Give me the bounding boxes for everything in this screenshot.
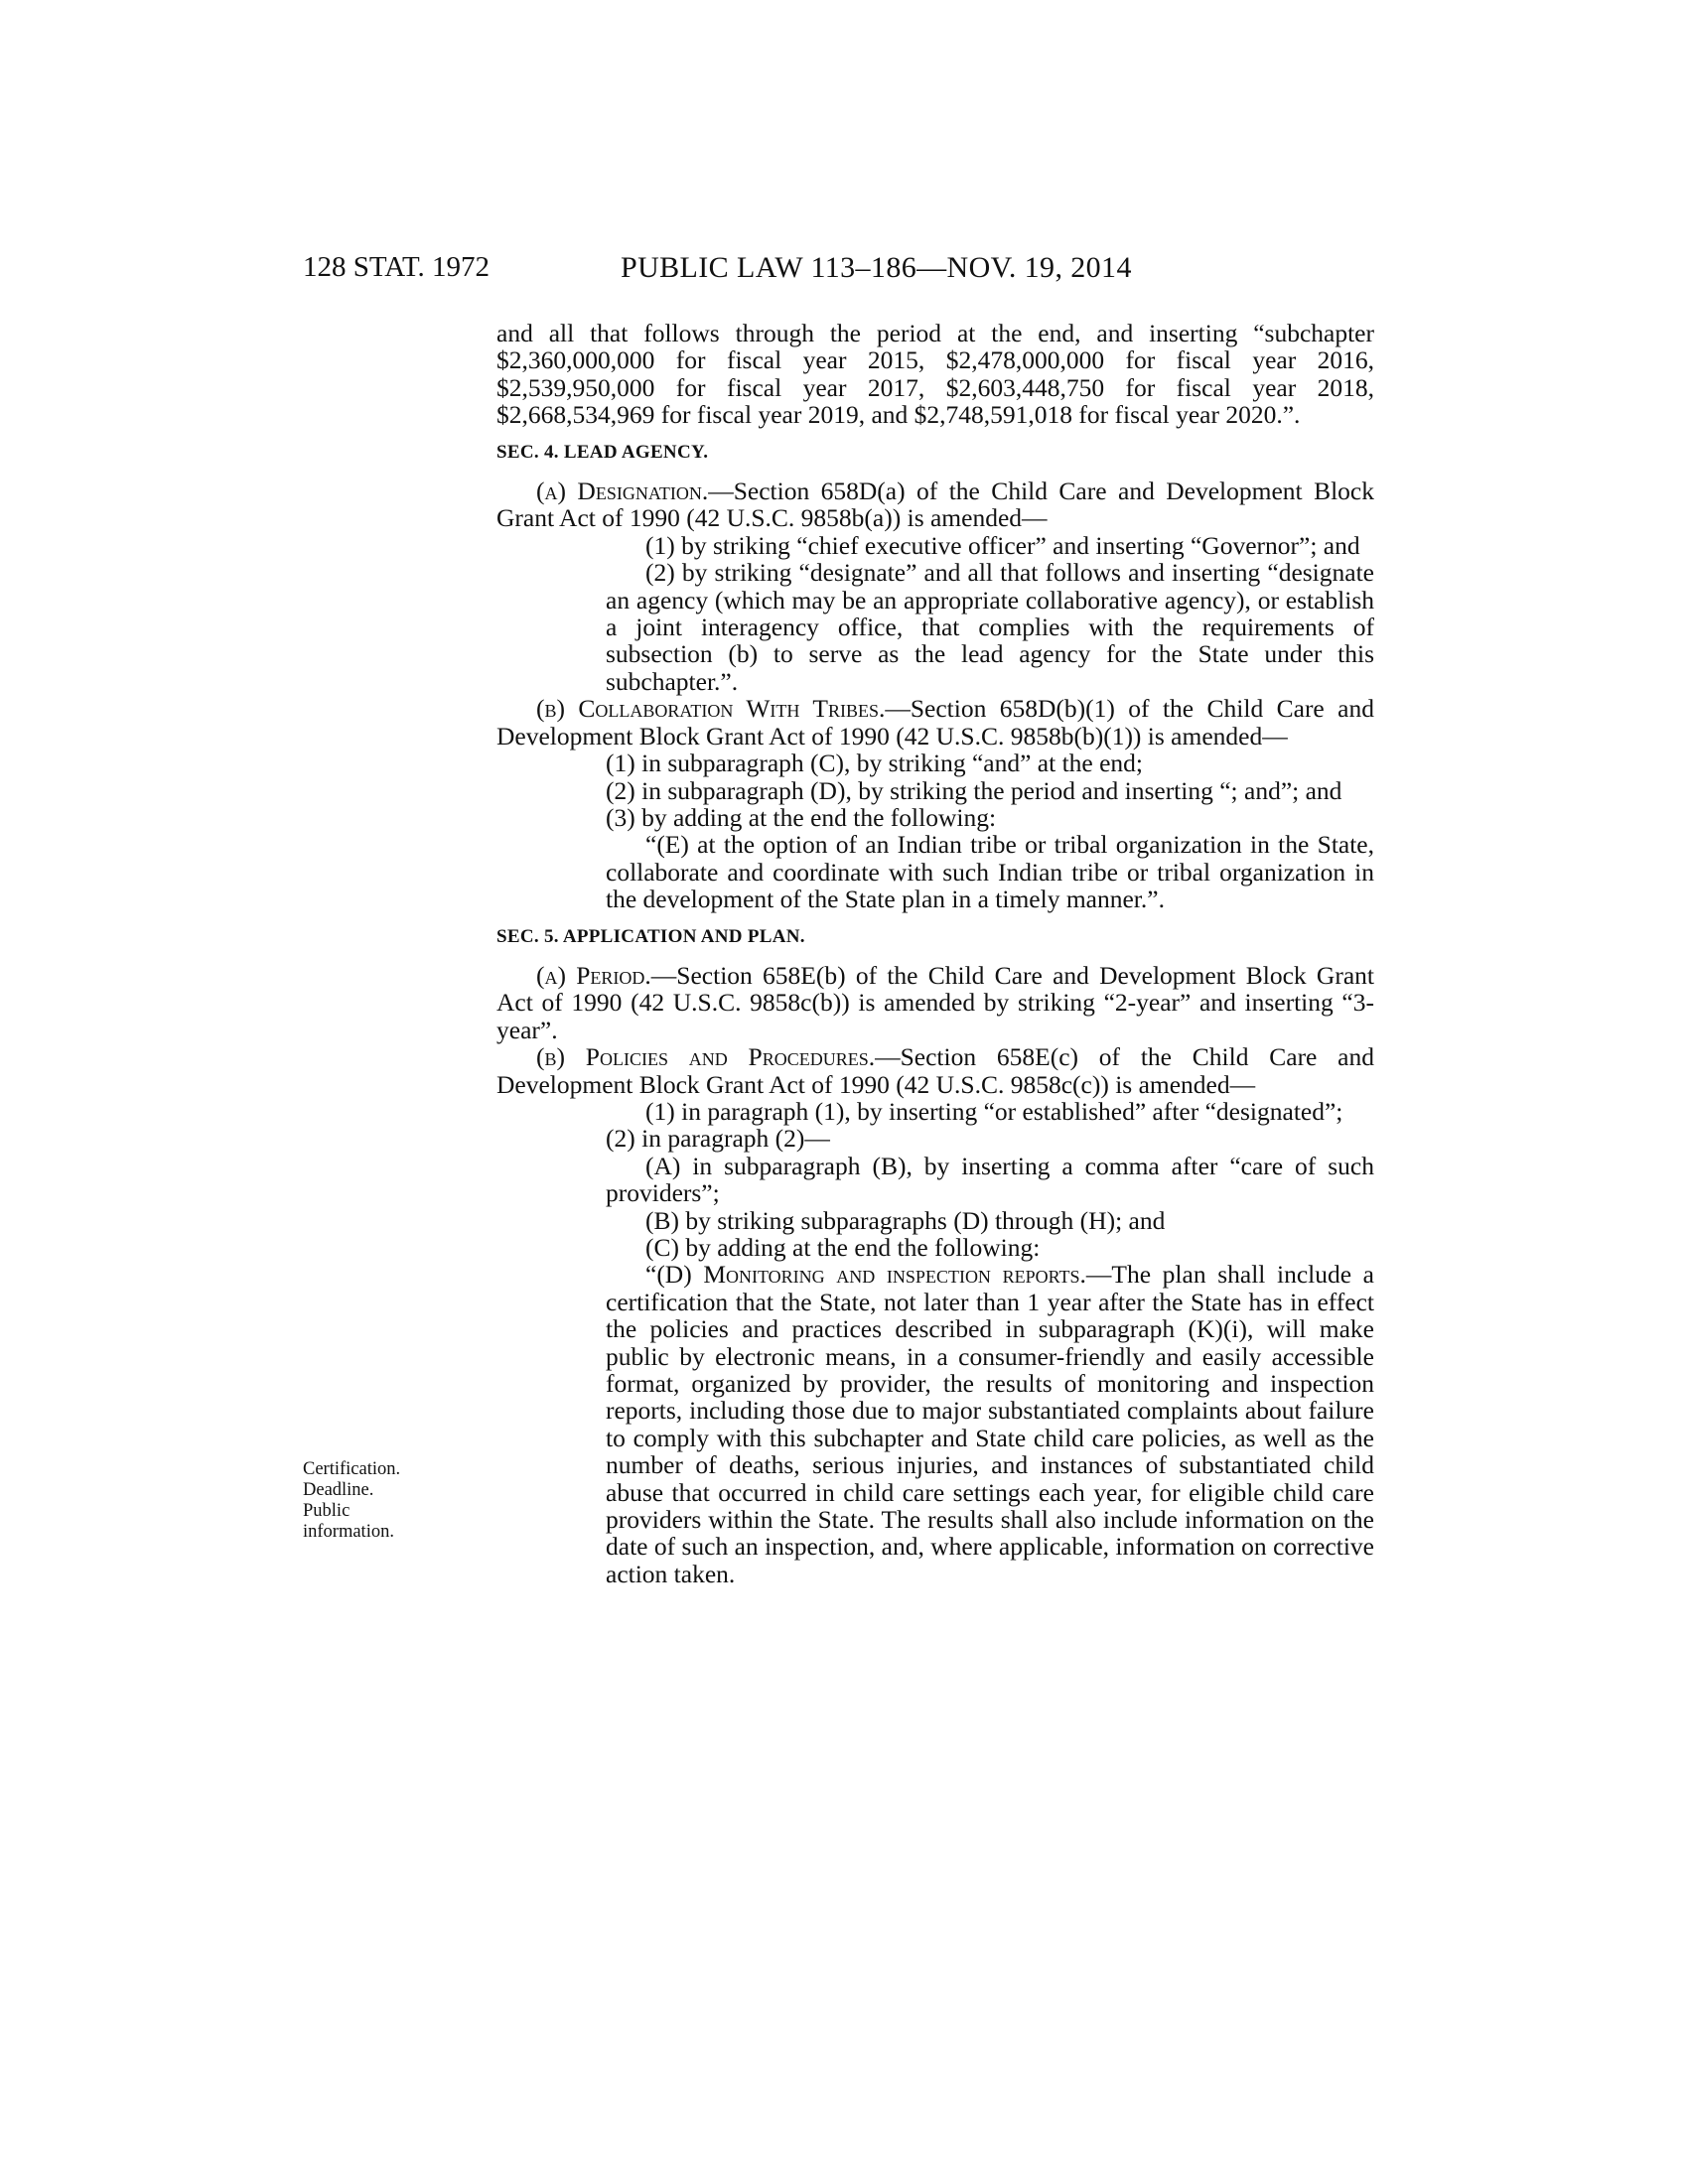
paragraph-item: (1) by striking “chief executive officer” and inserting “Governor”; and bbox=[645, 530, 1360, 560]
subsection-heading: (b) Policies and Procedures. bbox=[536, 1042, 876, 1072]
subparagraph-item: (A) in subparagraph (B), by inserting a comma after “care of such providers”; bbox=[606, 1151, 1374, 1208]
subsection-text: —Section 658E(b) of the Child Care and Development Block Grant Act of 1990 (42 U.S.C. 9858c(b)) is amended by striking “2-year” and inserting “3-year”. bbox=[496, 960, 1374, 1044]
subsection-heading: (a) Designation. bbox=[536, 477, 709, 506]
page-header bbox=[303, 251, 1375, 291]
margin-note: Public bbox=[303, 1501, 351, 1521]
subparagraph-item: (C) by adding at the end the following: bbox=[645, 1233, 1041, 1262]
subsection-paragraph bbox=[496, 1043, 1374, 1098]
public-law-title: PUBLIC LAW 113–186—NOV. 19, 2014 bbox=[621, 251, 1132, 284]
subsection-text: —Section 658D(b)(1) of the Child Care and Development Block Grant Act of 1990 (42 U.S.C. 9858b(b)(1)) is amended— bbox=[496, 694, 1374, 751]
section-heading: SEC. 5. APPLICATION AND PLAN. bbox=[496, 925, 805, 947]
subparagraph-item: (B) by striking subparagraphs (D) through (H); and bbox=[645, 1205, 1166, 1235]
subsection-text: —Section 658E(c) of the Child Care and Development Block Grant Act of 1990 (42 U.S.C. 9858c(c)) is amended— bbox=[496, 1042, 1374, 1099]
subsection-paragraph bbox=[496, 695, 1374, 750]
paragraph-item: (3) by adding at the end the following: bbox=[606, 802, 997, 832]
paragraph-item: (2) in subparagraph (D), by striking the period and inserting “; and”; and bbox=[606, 775, 1342, 805]
subsection-heading: (b) Collaboration With Tribes. bbox=[536, 694, 886, 724]
margin-notes bbox=[303, 1459, 442, 1543]
inserted-subparagraph bbox=[496, 1261, 1374, 1587]
subparagraph-text: —The plan shall include a certification that the State, not later than 1 year after the State has in effect the policies and practices described in subparagraph (K)(i), will make public by electronic means, in a consumer-friendly and easily accessible format, organized by provider, the results of monitoring and inspection reports, including those due to major substantiated complaints about failure to comply with this subchapter and State child care policies, as well as the number of deaths, serious injuries, and instances of substantiated child abuse that occurred in child care settings each year, for eligible child care providers within the State. The results shall also include information on the date of such an inspection, and, where applicable, information on corrective action taken. bbox=[606, 1260, 1374, 1588]
margin-note: Deadline. bbox=[303, 1480, 374, 1500]
stat-page-number: 128 STAT. 1972 bbox=[303, 251, 491, 283]
subparagraph-heading: “(D) Monitoring and inspection reports. bbox=[645, 1260, 1086, 1290]
subsection-paragraph bbox=[496, 962, 1374, 1043]
paragraph-item: (2) in paragraph (2)— bbox=[606, 1124, 830, 1154]
margin-note: information. bbox=[303, 1522, 394, 1542]
document-body bbox=[496, 320, 1374, 1587]
subsection-heading: (a) Period. bbox=[536, 960, 651, 990]
inserted-subparagraph: “(E) at the option of an Indian tribe or tribal organization in the State, collaborate and coordinate with such Indian tribe or tribal organization in the development of the State plan in a timely manner.”. bbox=[606, 830, 1374, 914]
subsection-text: —Section 658D(a) of the Child Care and Development Block Grant Act of 1990 (42 U.S.C. 9858b(a)) is amended— bbox=[496, 477, 1374, 533]
paragraph-item: (2) by striking “designate” and all that follows and inserting “designate an agency (which may be an appropriate collaborative agency), or establish a joint interagency office, that complies with the requirements of subsection (b) to serve as the lead agency for the State under this subchapter.”. bbox=[606, 558, 1374, 696]
intro-paragraph: and all that follows through the period at the end, and inserting “subchapter $2,360,000,000 for fiscal year 2015, $2,478,000,000 for fiscal year 2016, $2,539,950,000 for fiscal year 2017, $2,603,448,750 for fiscal year 2018, $2,668,534,969 for fiscal year 2019, and $2,748,591,018 for fiscal year 2020.”. bbox=[496, 319, 1374, 430]
paragraph-item: (1) in paragraph (1), by inserting “or established” after “designated”; bbox=[645, 1096, 1343, 1126]
section-heading: SEC. 4. LEAD AGENCY. bbox=[496, 441, 709, 463]
paragraph-item: (1) in subparagraph (C), by striking “and” at the end; bbox=[606, 749, 1144, 778]
margin-note: Certification. bbox=[303, 1459, 401, 1479]
subsection-paragraph bbox=[496, 478, 1374, 532]
